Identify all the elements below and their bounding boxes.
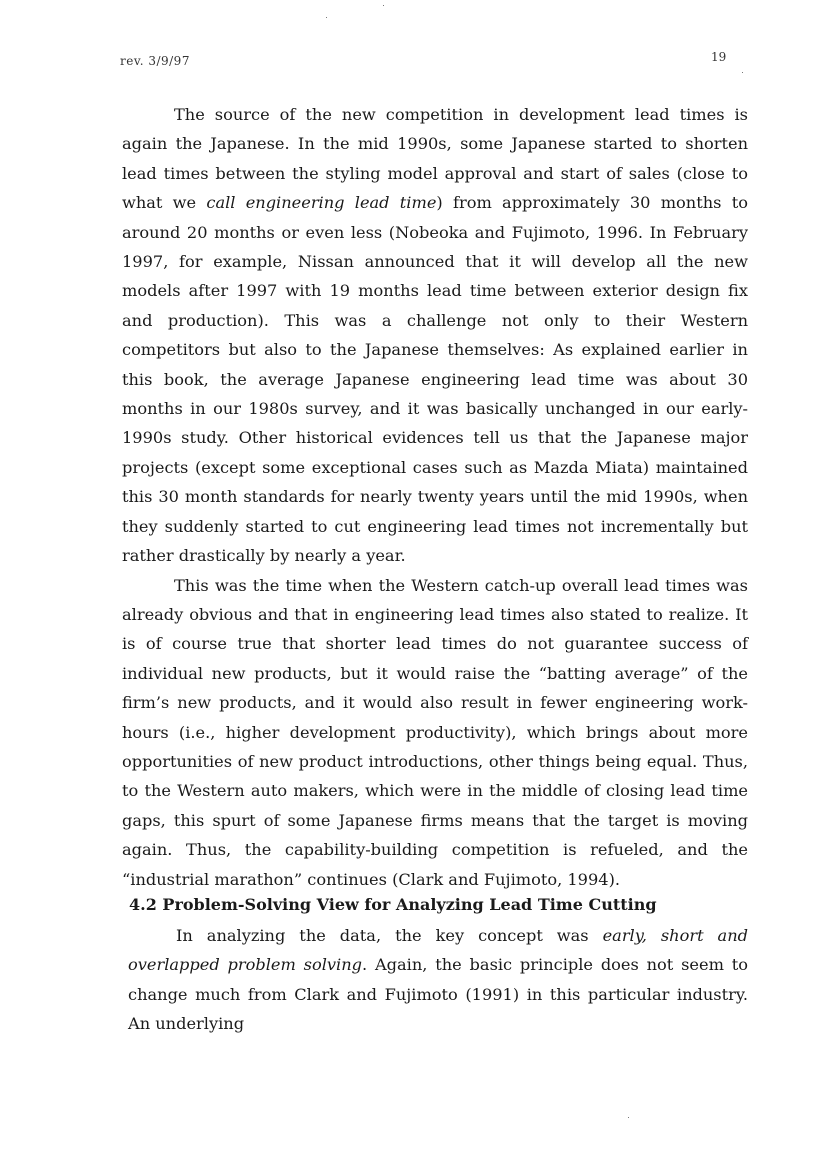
paragraph-1 [122, 100, 748, 571]
section-heading: 4.2 Problem-Solving View for Analyzing Lead Time Cutting [129, 895, 657, 914]
scan-speck [326, 17, 327, 18]
scan-speck [742, 72, 743, 73]
paragraph-1-text-b: ) from approximately 30 months to around 20 months or even less (Nobeoka and Fujimoto, 1996. In February 1997, for example, Nissan announced that it will develop all the new models after 1997 with 19 months lead time between exterior design fix and production). This was a challenge not only to their Western competitors but also to the Japanese themselves: As explained earlier in this book, the average Japanese engineering lead time was about 30 months in our 1980s survey, and it was basically unchanged in our early-1990s study. Other historical evidences tell us that the Japanese major projects (except some exceptional cases such as Mazda Miata) maintained this 30 month standards for nearly twenty years until the mid 1990s, when they suddenly started to cut engineering lead times not incrementally but rather drastically by nearly a year. [122, 193, 748, 566]
page-number: 19 [711, 50, 727, 64]
section-paragraph-italic-term: early, short and overlapped problem solving [128, 926, 748, 975]
paragraph-2: This was the time when the Western catch-up overall lead times was already obvious and that in engineering lead times also stated to realize. It is of course true that shorter lead times do not guarantee success of individual new products, but it would raise the “batting average” of the firm’s new products, and it would also result in fewer engineering work-hours (i.e., higher development productivity), which brings about more opportunities of new product introductions, other things being equal. Thus, to the Western auto makers, which were in the middle of closing lead time gaps, this spurt of some Japanese firms means that the target is moving again. Thus, the capability-building competition is refueled, and the “industrial marathon” continues (Clark and Fujimoto, 1994). [122, 575, 748, 889]
scan-speck [383, 5, 384, 6]
section-body-text [128, 921, 748, 1039]
section-paragraph [128, 921, 748, 1039]
section-paragraph-text-a: In analyzing the data, the key concept was [176, 926, 603, 945]
paragraph-1-text-a: The source of the new competition in development lead times is again the Japanese. In the mid 1990s, some Japanese started to shorten lead times between the styling model approval and start of sales (close to what we [122, 105, 748, 213]
scan-speck [628, 1117, 629, 1118]
section-paragraph-text-b: . Again, the basic principle does not seem to change much from Clark and Fujimoto (1991) in this particular industry. An underlying [128, 955, 749, 1034]
body-text [122, 100, 748, 894]
revision-date: rev. 3/9/97 [120, 54, 190, 68]
paragraph-1-italic-term: call engineering lead time [206, 193, 437, 213]
